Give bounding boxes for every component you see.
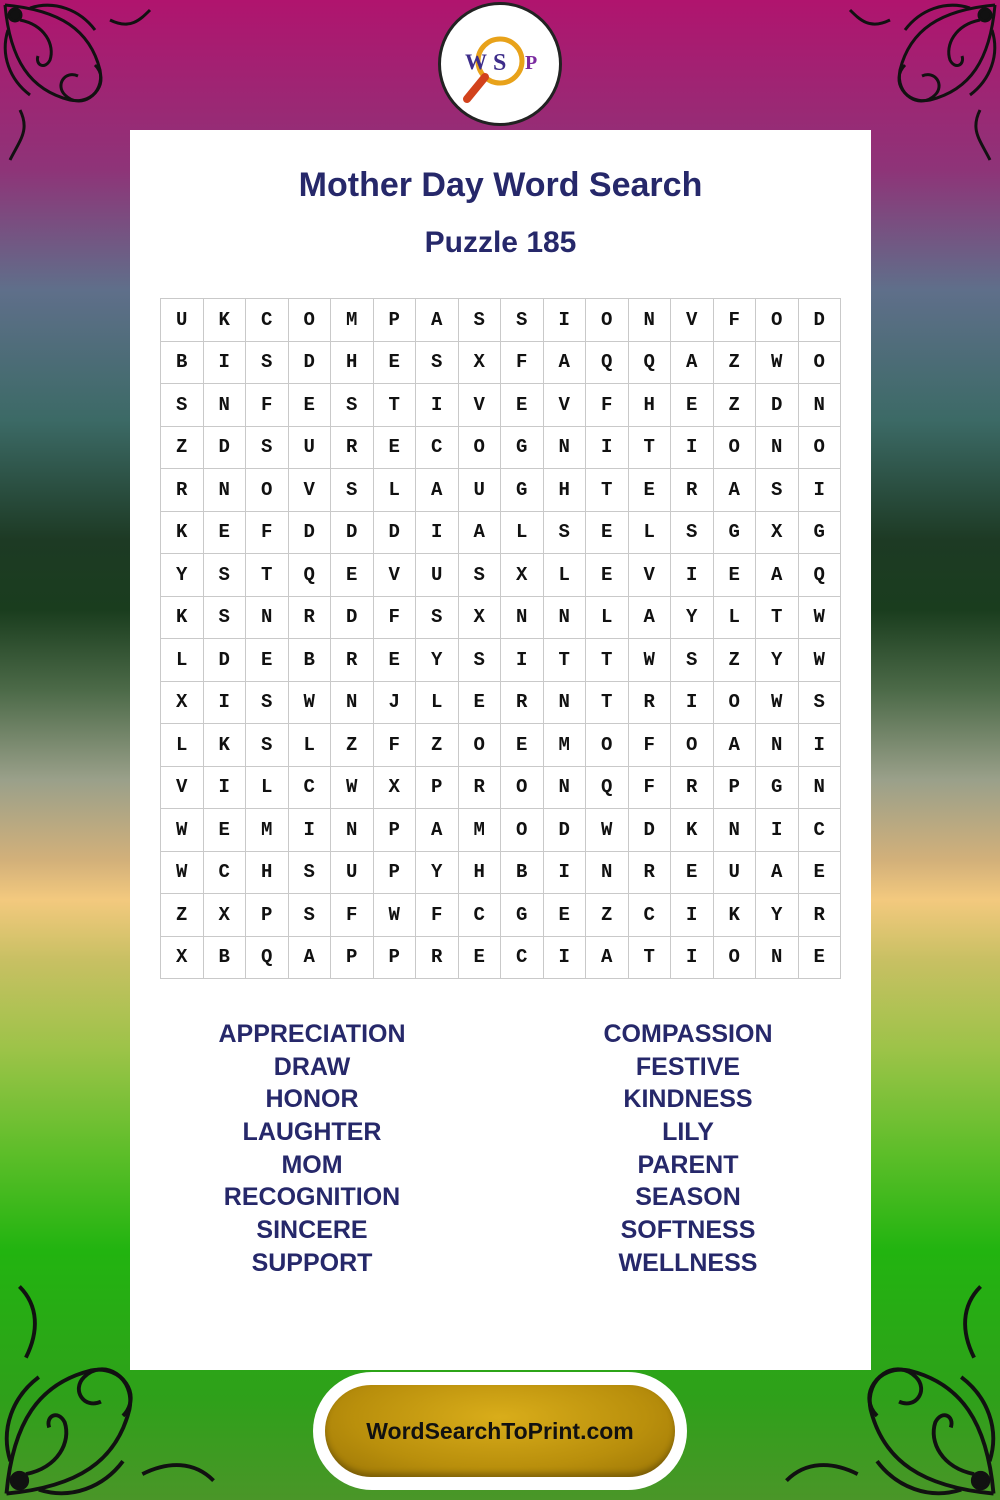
grid-cell[interactable]: B [161,342,204,385]
grid-cell[interactable]: K [161,597,204,640]
grid-cell[interactable]: M [544,724,587,767]
word-list-item: FESTIVE [635,1052,741,1081]
grid-cell[interactable]: F [374,597,417,640]
grid-cell[interactable]: V [459,384,502,427]
grid-cell[interactable]: P [374,937,417,980]
grid-cell[interactable]: O [714,682,757,725]
grid-cell[interactable]: C [629,894,672,937]
grid-cell[interactable]: E [459,682,502,725]
grid-cell[interactable]: E [374,639,417,682]
grid-cell[interactable]: Q [799,554,842,597]
grid-cell[interactable]: N [544,597,587,640]
grid-cell[interactable]: H [629,384,672,427]
grid-cell[interactable]: B [289,639,332,682]
grid-cell[interactable]: H [246,852,289,895]
website-link-button[interactable]: WordSearchToPrint.com [325,1385,675,1477]
grid-cell[interactable]: F [501,342,544,385]
grid-cell[interactable]: E [501,724,544,767]
grid-cell[interactable]: Y [756,639,799,682]
word-list-item: SOFTNESS [620,1216,756,1245]
grid-cell[interactable]: R [331,427,374,470]
grid-cell[interactable]: A [714,469,757,512]
word-list-item: HONOR [265,1085,359,1114]
grid-cell[interactable]: O [799,427,842,470]
grid-cell[interactable]: A [544,342,587,385]
grid-cell[interactable]: G [501,427,544,470]
grid-cell[interactable]: R [799,894,842,937]
wsp-logo [438,2,562,126]
grid-cell[interactable]: M [459,809,502,852]
grid-cell[interactable]: L [246,767,289,810]
grid-cell[interactable]: I [671,682,714,725]
grid-cell[interactable]: E [374,342,417,385]
grid-cell[interactable]: K [204,299,247,342]
grid-cell[interactable]: O [756,299,799,342]
grid-cell[interactable]: S [416,597,459,640]
grid-cell[interactable]: N [799,384,842,427]
grid-cell[interactable]: T [374,384,417,427]
grid-cell[interactable]: S [161,384,204,427]
grid-cell[interactable]: S [331,384,374,427]
grid-cell[interactable]: M [246,809,289,852]
grid-cell[interactable]: N [544,767,587,810]
grid-cell[interactable]: O [671,724,714,767]
grid-cell[interactable]: X [161,682,204,725]
grid-cell[interactable]: N [544,682,587,725]
grid-cell[interactable]: L [586,597,629,640]
grid-cell[interactable]: L [416,682,459,725]
grid-cell[interactable]: W [374,894,417,937]
puzzle-number: Puzzle 185 [424,226,577,259]
word-list-item: LAUGHTER [242,1118,382,1147]
letter-grid [160,298,841,979]
grid-cell[interactable]: P [416,767,459,810]
grid-cell[interactable]: I [204,682,247,725]
grid-cell[interactable]: Z [161,894,204,937]
grid-cell[interactable]: R [671,767,714,810]
grid-cell[interactable]: R [629,852,672,895]
grid-cell[interactable]: C [246,299,289,342]
grid-cell[interactable]: M [331,299,374,342]
grid-cell[interactable]: Q [246,937,289,980]
grid-cell[interactable]: X [161,937,204,980]
grid-cell[interactable]: A [289,937,332,980]
grid-cell[interactable]: L [161,639,204,682]
grid-cell[interactable]: Y [161,554,204,597]
grid-cell[interactable]: W [756,682,799,725]
grid-cell[interactable]: R [459,767,502,810]
grid-cell[interactable]: V [671,299,714,342]
grid-cell[interactable]: F [246,384,289,427]
grid-cell[interactable]: I [204,342,247,385]
grid-cell[interactable]: E [501,384,544,427]
grid-cell[interactable]: R [331,639,374,682]
grid-cell[interactable]: K [204,724,247,767]
grid-cell[interactable]: B [204,937,247,980]
grid-cell[interactable]: D [799,299,842,342]
footer-pill [313,1372,687,1490]
grid-cell[interactable]: Y [671,597,714,640]
grid-cell[interactable]: I [289,809,332,852]
grid-cell[interactable]: P [374,852,417,895]
grid-cell[interactable]: S [246,724,289,767]
grid-cell[interactable]: L [544,554,587,597]
grid-cell[interactable]: S [289,894,332,937]
grid-cell[interactable]: T [629,427,672,470]
grid-cell[interactable]: E [374,427,417,470]
grid-cell[interactable]: E [586,512,629,555]
grid-cell[interactable]: N [331,809,374,852]
grid-cell[interactable]: W [629,639,672,682]
grid-cell[interactable]: W [161,852,204,895]
logo-letter-p: P [525,52,538,74]
logo-letter-w: W [465,49,487,74]
grid-cell[interactable]: E [799,937,842,980]
grid-cell[interactable]: V [629,554,672,597]
word-list-item: RECOGNITION [223,1183,401,1212]
grid-cell[interactable]: N [501,597,544,640]
word-list-item: SUPPORT [251,1248,373,1277]
grid-cell[interactable]: E [629,469,672,512]
grid-cell[interactable]: Z [161,427,204,470]
grid-cell[interactable]: E [289,384,332,427]
grid-cell[interactable]: Q [629,342,672,385]
grid-cell[interactable]: J [374,682,417,725]
grid-cell[interactable]: N [756,427,799,470]
grid-cell[interactable]: G [756,767,799,810]
grid-cell[interactable]: U [161,299,204,342]
grid-cell[interactable]: I [671,427,714,470]
word-list-item: KINDNESS [623,1085,753,1114]
grid-cell[interactable]: C [416,427,459,470]
grid-cell[interactable]: C [204,852,247,895]
grid-cell[interactable]: X [501,554,544,597]
grid-cell[interactable]: F [629,724,672,767]
grid-cell[interactable]: Z [416,724,459,767]
grid-cell[interactable]: Q [586,767,629,810]
grid-cell[interactable]: L [501,512,544,555]
grid-cell[interactable]: S [459,554,502,597]
grid-cell[interactable]: D [331,512,374,555]
grid-cell[interactable]: A [756,554,799,597]
grid-cell[interactable]: O [459,427,502,470]
grid-cell[interactable]: O [501,809,544,852]
grid-cell[interactable]: V [374,554,417,597]
grid-cell[interactable]: A [629,597,672,640]
grid-cell[interactable]: V [544,384,587,427]
grid-cell[interactable]: S [544,512,587,555]
grid-cell[interactable]: L [374,469,417,512]
grid-cell[interactable]: N [756,937,799,980]
grid-cell[interactable]: C [799,809,842,852]
grid-cell[interactable]: S [204,554,247,597]
grid-cell[interactable]: R [501,682,544,725]
grid-cell[interactable]: E [246,639,289,682]
grid-cell[interactable]: S [756,469,799,512]
grid-cell[interactable]: C [289,767,332,810]
grid-cell[interactable]: Y [416,639,459,682]
grid-cell[interactable]: S [459,639,502,682]
grid-cell[interactable]: O [586,724,629,767]
grid-cell[interactable]: A [416,809,459,852]
grid-cell[interactable]: V [161,767,204,810]
grid-cell[interactable]: N [204,384,247,427]
grid-cell[interactable]: F [416,894,459,937]
grid-cell[interactable]: D [544,809,587,852]
grid-cell[interactable]: N [756,724,799,767]
grid-cell[interactable]: T [246,554,289,597]
grid-cell[interactable]: L [161,724,204,767]
grid-cell[interactable]: S [416,342,459,385]
grid-cell[interactable]: X [459,597,502,640]
grid-cell[interactable]: N [204,469,247,512]
grid-cell[interactable]: I [501,639,544,682]
grid-cell[interactable]: S [671,512,714,555]
grid-cell[interactable]: Z [586,894,629,937]
grid-cell[interactable]: N [799,767,842,810]
grid-cell[interactable]: P [331,937,374,980]
logo-letter-s: S [493,50,507,76]
magnifier-icon [445,9,555,119]
grid-cell[interactable]: S [246,342,289,385]
grid-cell[interactable]: Z [331,724,374,767]
grid-cell[interactable]: Q [586,342,629,385]
grid-cell[interactable]: K [714,894,757,937]
grid-cell[interactable]: E [671,852,714,895]
grid-cell[interactable]: X [756,512,799,555]
grid-cell[interactable]: F [586,384,629,427]
grid-cell[interactable]: A [416,299,459,342]
grid-cell[interactable]: Q [289,554,332,597]
grid-cell[interactable]: O [459,724,502,767]
grid-cell[interactable]: X [459,342,502,385]
grid-cell[interactable]: B [501,852,544,895]
grid-cell[interactable]: R [629,682,672,725]
grid-cell[interactable]: S [799,682,842,725]
word-list-item: COMPASSION [603,1020,773,1048]
grid-cell[interactable]: X [374,767,417,810]
grid-cell[interactable]: A [459,512,502,555]
grid-cell[interactable]: E [331,554,374,597]
grid-cell[interactable]: E [714,554,757,597]
word-list-item: DRAW [273,1052,351,1081]
grid-cell[interactable]: N [586,852,629,895]
grid-cell[interactable]: N [629,299,672,342]
grid-cell[interactable]: G [799,512,842,555]
grid-cell[interactable]: S [459,299,502,342]
grid-cell[interactable]: S [331,469,374,512]
grid-cell[interactable]: H [331,342,374,385]
grid-cell[interactable]: F [714,299,757,342]
grid-cell[interactable]: W [799,597,842,640]
grid-cell[interactable]: I [544,937,587,980]
word-list-item: WELLNESS [618,1248,758,1277]
grid-cell[interactable]: D [204,639,247,682]
grid-cell[interactable]: U [459,469,502,512]
grid-cell[interactable]: D [331,597,374,640]
grid-cell[interactable]: F [629,767,672,810]
grid-cell[interactable]: E [586,554,629,597]
grid-cell[interactable]: I [671,894,714,937]
grid-cell[interactable]: V [289,469,332,512]
puzzle-card [130,130,871,1370]
grid-cell[interactable]: I [799,724,842,767]
grid-cell[interactable]: O [501,767,544,810]
grid-cell[interactable]: K [671,809,714,852]
grid-cell[interactable]: T [586,469,629,512]
grid-cell[interactable]: O [246,469,289,512]
grid-cell[interactable]: S [671,639,714,682]
grid-cell[interactable]: T [544,639,587,682]
grid-cell[interactable]: A [416,469,459,512]
grid-cell[interactable]: A [714,724,757,767]
grid-cell[interactable]: R [671,469,714,512]
grid-cell[interactable]: D [289,512,332,555]
grid-cell[interactable]: N [544,427,587,470]
grid-cell[interactable]: N [246,597,289,640]
grid-cell[interactable]: E [459,937,502,980]
grid-cell[interactable]: W [756,342,799,385]
grid-cell[interactable]: I [586,427,629,470]
grid-cell[interactable]: W [586,809,629,852]
grid-cell[interactable]: W [289,682,332,725]
grid-cell[interactable]: A [586,937,629,980]
grid-cell[interactable]: R [289,597,332,640]
grid-cell[interactable]: S [246,427,289,470]
grid-cell[interactable]: R [416,937,459,980]
grid-cell[interactable]: P [374,809,417,852]
grid-cell[interactable]: P [374,299,417,342]
grid-cell[interactable]: O [586,299,629,342]
grid-cell[interactable]: C [459,894,502,937]
grid-cell[interactable]: L [714,597,757,640]
grid-cell[interactable]: X [204,894,247,937]
word-list-item: SINCERE [256,1216,368,1245]
grid-cell[interactable]: W [161,809,204,852]
grid-cell[interactable]: W [799,639,842,682]
grid-cell[interactable]: Z [714,639,757,682]
grid-cell[interactable]: Y [416,852,459,895]
grid-cell[interactable]: S [204,597,247,640]
grid-cell[interactable]: E [204,512,247,555]
grid-cell[interactable]: L [289,724,332,767]
grid-cell[interactable]: E [204,809,247,852]
grid-cell[interactable]: U [714,852,757,895]
word-list-item: PARENT [637,1150,739,1179]
grid-cell[interactable]: I [204,767,247,810]
grid-cell[interactable]: I [544,852,587,895]
grid-cell[interactable]: I [416,512,459,555]
word-list-left [152,1018,472,1280]
grid-cell[interactable]: I [756,809,799,852]
grid-cell[interactable]: Z [714,384,757,427]
grid-cell[interactable]: O [714,937,757,980]
grid-cell[interactable]: U [331,852,374,895]
grid-cell[interactable]: L [629,512,672,555]
grid-cell[interactable]: D [289,342,332,385]
grid-cell[interactable]: C [501,937,544,980]
grid-cell[interactable]: N [331,682,374,725]
grid-cell[interactable]: Z [714,342,757,385]
grid-cell[interactable]: E [671,384,714,427]
grid-cell[interactable]: S [246,682,289,725]
grid-cell[interactable]: A [671,342,714,385]
grid-cell[interactable]: W [331,767,374,810]
grid-cell[interactable]: O [714,427,757,470]
grid-cell[interactable]: F [246,512,289,555]
grid-cell[interactable]: G [501,894,544,937]
grid-cell[interactable]: F [331,894,374,937]
grid-cell[interactable]: T [756,597,799,640]
grid-cell[interactable]: I [799,469,842,512]
grid-cell[interactable]: N [714,809,757,852]
grid-cell[interactable]: G [501,469,544,512]
grid-cell[interactable]: O [289,299,332,342]
grid-cell[interactable]: I [671,554,714,597]
grid-cell[interactable]: D [629,809,672,852]
grid-cell[interactable]: T [629,937,672,980]
grid-cell[interactable]: T [586,682,629,725]
grid-cell[interactable]: I [544,299,587,342]
grid-cell[interactable]: P [714,767,757,810]
grid-cell[interactable]: A [756,852,799,895]
grid-cell[interactable]: I [416,384,459,427]
word-list-item: MOM [281,1150,343,1179]
grid-cell[interactable]: H [459,852,502,895]
grid-cell[interactable]: T [586,639,629,682]
grid-cell[interactable]: F [374,724,417,767]
grid-cell[interactable]: D [756,384,799,427]
grid-cell[interactable]: U [289,427,332,470]
grid-cell[interactable]: S [501,299,544,342]
grid-cell[interactable]: S [289,852,332,895]
grid-cell[interactable]: D [374,512,417,555]
grid-cell[interactable]: E [799,852,842,895]
grid-cell[interactable]: O [799,342,842,385]
grid-cell[interactable]: I [671,937,714,980]
word-list-item: APPRECIATION [218,1020,406,1048]
grid-cell[interactable]: R [161,469,204,512]
page-title: Mother Day Word Search [298,166,703,204]
grid-cell[interactable]: Y [756,894,799,937]
word-list-item: SEASON [635,1183,741,1212]
grid-cell[interactable]: D [204,427,247,470]
word-list-item: LILY [662,1118,714,1147]
grid-cell[interactable]: H [544,469,587,512]
grid-cell[interactable]: P [246,894,289,937]
word-list-right [528,1018,848,1280]
grid-cell[interactable]: U [416,554,459,597]
grid-cell[interactable]: E [544,894,587,937]
grid-cell[interactable]: G [714,512,757,555]
grid-cell[interactable]: K [161,512,204,555]
